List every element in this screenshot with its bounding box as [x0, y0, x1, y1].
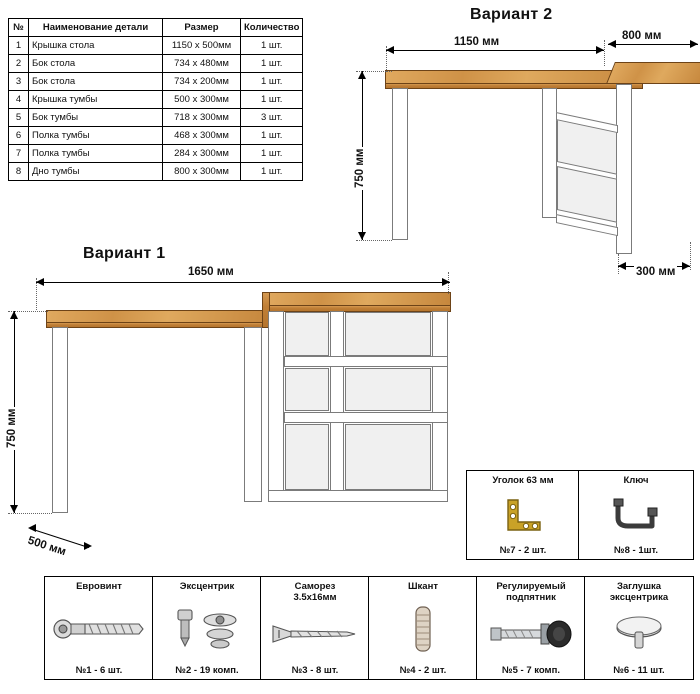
- th-number: №: [9, 19, 29, 37]
- cell-name: Дно тумбы: [29, 163, 163, 181]
- variant2-ext-mid: [604, 40, 605, 66]
- variant1-compartment-mid-right: [345, 368, 431, 411]
- variant2-shelf-lower: [557, 166, 617, 223]
- hardware-item-confirmat-screw: [44, 576, 153, 679]
- hardware-legend-bottom: [44, 576, 692, 680]
- table-row: [9, 109, 303, 127]
- variant1-middle-leg: [244, 327, 262, 502]
- hardware-quantity: №4 - 2 шт.: [399, 664, 447, 676]
- cell-name: Полка тумбы: [29, 127, 163, 145]
- variant2-worktop-front: [385, 70, 643, 84]
- variant1-dim-depth-arrow-right: [84, 542, 92, 550]
- self-tapping-screw-icon: [263, 603, 366, 664]
- variant2-dim-depth-label: 300 мм: [636, 266, 676, 278]
- variant1-ext-bottom: [8, 513, 52, 514]
- cell-name: Бок тумбы: [29, 109, 163, 127]
- hardware-title: Шкант: [408, 581, 438, 593]
- cell-number: 7: [9, 145, 29, 163]
- cell-quantity: 3 шт.: [241, 109, 303, 127]
- hardware-item-cam-cover-cap: [584, 576, 693, 679]
- variant2-worktop-edge: [385, 83, 643, 89]
- variant2-pedestal-left-side: [542, 88, 557, 218]
- variant1-pedestal-right-side: [432, 311, 448, 501]
- variant1-dim-height-arrow-down: [10, 505, 18, 513]
- hardware-title-line1: Заглушка: [616, 581, 662, 593]
- cell-quantity: 1 шт.: [241, 73, 303, 91]
- variant2-dim-width-arrow-left: [386, 46, 394, 54]
- variant1-compartment-bottom-right: [345, 424, 431, 490]
- cell-name: Бок стола: [29, 55, 163, 73]
- variant2-worktop-return: [606, 62, 700, 84]
- variant1-worktop-right-edge: [266, 305, 451, 312]
- variant1-left-leg: [52, 327, 68, 513]
- parts-table: [8, 18, 303, 181]
- hardware-item-self-tapping-screw: [260, 576, 369, 679]
- cell-quantity: 1 шт.: [241, 91, 303, 109]
- table-row: [9, 145, 303, 163]
- cell-name: Полка тумбы: [29, 145, 163, 163]
- cell-size: 1150 x 500мм: [163, 37, 241, 55]
- hardware-title-line2: эксцентрика: [609, 592, 669, 604]
- hardware-item-adjustable-foot: [476, 576, 585, 679]
- hardware-title: [610, 581, 668, 603]
- variant2-title: Вариант 2: [470, 6, 553, 23]
- variant1-dim-height-label: 750 мм: [6, 408, 18, 448]
- variant1-shelf-upper: [284, 356, 448, 367]
- table-row: [9, 127, 303, 145]
- variant2-dim-side-line: [608, 44, 698, 45]
- cell-number: 5: [9, 109, 29, 127]
- hardware-title: [293, 581, 336, 603]
- adjustable-foot-icon: [479, 603, 582, 664]
- variant2-dim-side-label: 800 мм: [622, 30, 662, 42]
- table-row: [9, 73, 303, 91]
- cell-size: 468 x 300мм: [163, 127, 241, 145]
- variant1-dim-depth-label: 500 мм: [26, 534, 68, 559]
- variant1-dim-width-line: [36, 282, 450, 283]
- cell-number: 8: [9, 163, 29, 181]
- cell-size: 734 x 480мм: [163, 55, 241, 73]
- th-size: Размер: [163, 19, 241, 37]
- cell-size: 284 x 300мм: [163, 145, 241, 163]
- cell-size: 500 x 300мм: [163, 91, 241, 109]
- cell-number: 6: [9, 127, 29, 145]
- variant1-dim-width-arrow-right: [442, 278, 450, 286]
- corner-bracket-icon: [469, 486, 576, 544]
- variant2-pedestal-right-side: [616, 84, 632, 254]
- cam-lock-icon: [155, 592, 258, 664]
- variant1-dim-height-arrow-up: [10, 311, 18, 319]
- hardware-quantity: №6 - 11 шт.: [613, 664, 665, 676]
- cell-quantity: 1 шт.: [241, 145, 303, 163]
- variant2-dim-width-label: 1150 мм: [454, 36, 500, 48]
- hardware-item-dowel: [368, 576, 477, 679]
- dowel-icon: [371, 592, 474, 664]
- variant2-ext-bottom: [356, 240, 392, 241]
- hardware-title-line2: 3.5x16мм: [293, 592, 337, 604]
- variant2-dim-height-arrow-down: [358, 232, 366, 240]
- cell-quantity: 1 шт.: [241, 55, 303, 73]
- variant1-worktop-right: [266, 292, 451, 306]
- variant2-dim-depth-arrow-right: [682, 262, 690, 270]
- cell-size: 734 x 200мм: [163, 73, 241, 91]
- cell-size: 800 x 300мм: [163, 163, 241, 181]
- variant2-ext-depth-right: [690, 242, 691, 270]
- variant1-dim-depth-arrow-left: [28, 524, 36, 532]
- cell-number: 1: [9, 37, 29, 55]
- hardware-item-corner-bracket: [466, 470, 579, 559]
- hardware-title: Ключ: [623, 475, 649, 487]
- variant2-left-leg: [392, 88, 408, 240]
- hardware-item-hex-key: [578, 470, 693, 559]
- table-row: [9, 55, 303, 73]
- variant1-compartment-mid-left: [285, 368, 329, 411]
- table-row: [9, 91, 303, 109]
- variant2-dim-height-arrow-up: [358, 71, 366, 79]
- cell-size: 718 x 300мм: [163, 109, 241, 127]
- th-quantity: Количество: [241, 19, 303, 37]
- cell-quantity: 1 шт.: [241, 127, 303, 145]
- variant1-pedestal-mid-divider: [330, 311, 344, 501]
- cell-number: 3: [9, 73, 29, 91]
- hardware-title: Эксцентрик: [179, 581, 235, 593]
- variant2-dim-depth-arrow-left: [618, 262, 626, 270]
- table-row: [9, 37, 303, 55]
- hardware-quantity: №5 - 7 комп.: [502, 664, 560, 676]
- hardware-title-line1: Регулируемый: [496, 581, 566, 593]
- hardware-quantity: №8 - 1шт.: [614, 544, 658, 556]
- th-name: Наименование детали: [29, 19, 163, 37]
- cam-cover-cap-icon: [587, 603, 690, 664]
- table-row: [9, 163, 303, 181]
- cell-number: 2: [9, 55, 29, 73]
- variant1-pedestal-left-side: [268, 311, 284, 501]
- variant1-compartment-top-right: [345, 312, 431, 356]
- hex-key-icon: [581, 486, 690, 544]
- hardware-title: Уголок 63 мм: [492, 475, 554, 487]
- hardware-quantity: №2 - 19 комп.: [175, 664, 239, 676]
- cell-quantity: 1 шт.: [241, 37, 303, 55]
- variant1-dim-width-label: 1650 мм: [188, 266, 234, 278]
- cell-quantity: 1 шт.: [241, 163, 303, 181]
- cell-name: Бок стола: [29, 73, 163, 91]
- variant2-dim-side-arrow-right: [690, 40, 698, 48]
- hardware-title-line2: подпятник: [506, 592, 556, 604]
- variant1-dim-width-arrow-left: [36, 278, 44, 286]
- variant1-shelf-lower: [284, 412, 448, 423]
- cell-number: 4: [9, 91, 29, 109]
- hardware-legend-top: [466, 470, 692, 560]
- variant2-dim-side-arrow-left: [608, 40, 616, 48]
- hardware-quantity: №1 - 6 шт.: [75, 664, 123, 676]
- hardware-item-cam-lock: [152, 576, 261, 679]
- variant1-title: Вариант 1: [83, 245, 166, 262]
- variant2-dim-height-label: 750 мм: [354, 148, 366, 188]
- table-header-row: [9, 19, 303, 37]
- cell-name: Крышка стола: [29, 37, 163, 55]
- confirmat-screw-icon: [47, 592, 150, 664]
- hardware-title-line1: Саморез: [294, 581, 336, 593]
- variant1-compartment-bottom-left: [285, 424, 329, 490]
- cell-name: Крышка тумбы: [29, 91, 163, 109]
- variant1-compartment-top-left: [285, 312, 329, 356]
- hardware-quantity: №7 - 2 шт.: [499, 544, 547, 556]
- hardware-title: Евровинт: [76, 581, 122, 593]
- variant1-worktop-left-edge: [46, 322, 268, 328]
- hardware-title: [496, 581, 565, 603]
- hardware-quantity: №3 - 8 шт.: [291, 664, 339, 676]
- variant2-dim-width-line: [386, 50, 604, 51]
- variant1-pedestal-bottom: [268, 490, 448, 502]
- variant2-dim-width-arrow-right: [596, 46, 604, 54]
